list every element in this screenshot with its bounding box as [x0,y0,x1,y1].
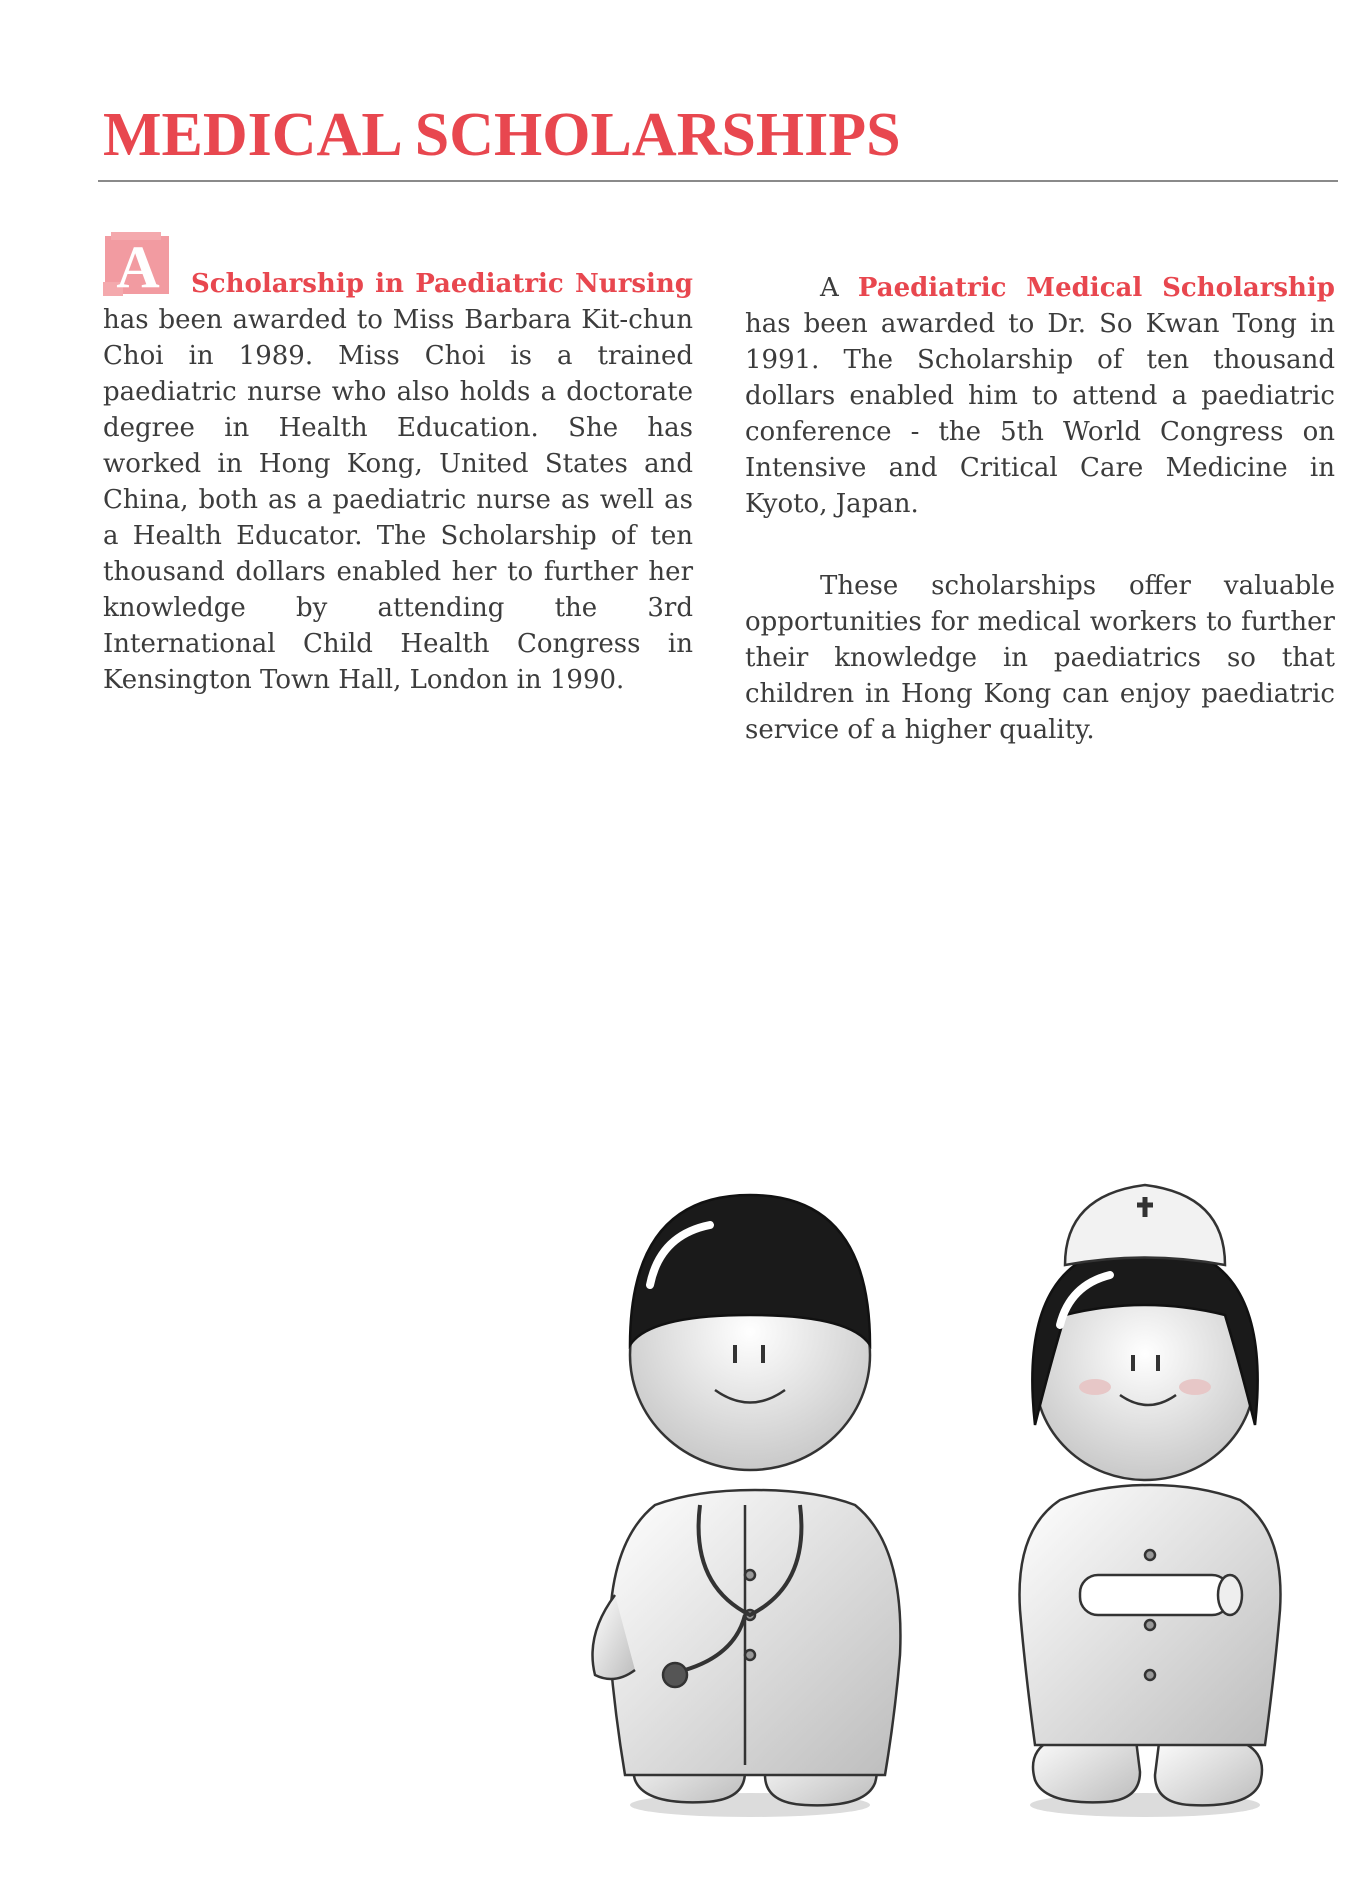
medical-scholarship-paragraph [745,270,1335,522]
nursing-scholarship-heading: Scholarship in Paediatric Nursing [191,269,693,299]
right-column [745,270,1335,748]
title-divider [98,180,1338,182]
closing-paragraph [745,568,1335,748]
svg-text:A: A [116,234,160,298]
dropcap-a [103,232,173,298]
nurse-figure [1020,1185,1281,1817]
doctor-and-nurse-illustration [575,1175,1345,1835]
left-column [103,234,693,698]
page-title: MEDICAL SCHOLARSHIPS [103,101,901,169]
doctor-figure [593,1195,901,1817]
nursing-scholarship-body: has been awarded to Miss Barbara Kit-chun Choi in 1989. Miss Choi is a trained paediatric nurse who also holds a doctorate degree in Health Education. She has worked in Hong Kong, United States and China, both as a paediatric nurse as well as a Health Educator. The Scholarship of ten thousand dollars enabled her to further her knowledge by attending the 3rd International Child Health Congress in Kensington Town Hall, London in 1990. [103,305,693,695]
medical-scholarship-body: has been awarded to Dr. So Kwan Tong in 1991. The Scholarship of ten thousand dollars enabled him to attend a paediatric conference - the 5th World Congress on Intensive and Critical Care Medicine in Kyoto, Japan. [745,309,1335,519]
nursing-scholarship-paragraph [103,234,693,698]
medical-scholarship-heading: Paediatric Medical Scholarship [857,273,1335,303]
closing-text: These scholarships offer valuable opportunities for medical workers to further their knowledge in paediatrics so that children in Hong Kong can enjoy paediatric service of a higher quality. [745,571,1335,745]
medical-scholarship-lead: A [820,273,839,303]
